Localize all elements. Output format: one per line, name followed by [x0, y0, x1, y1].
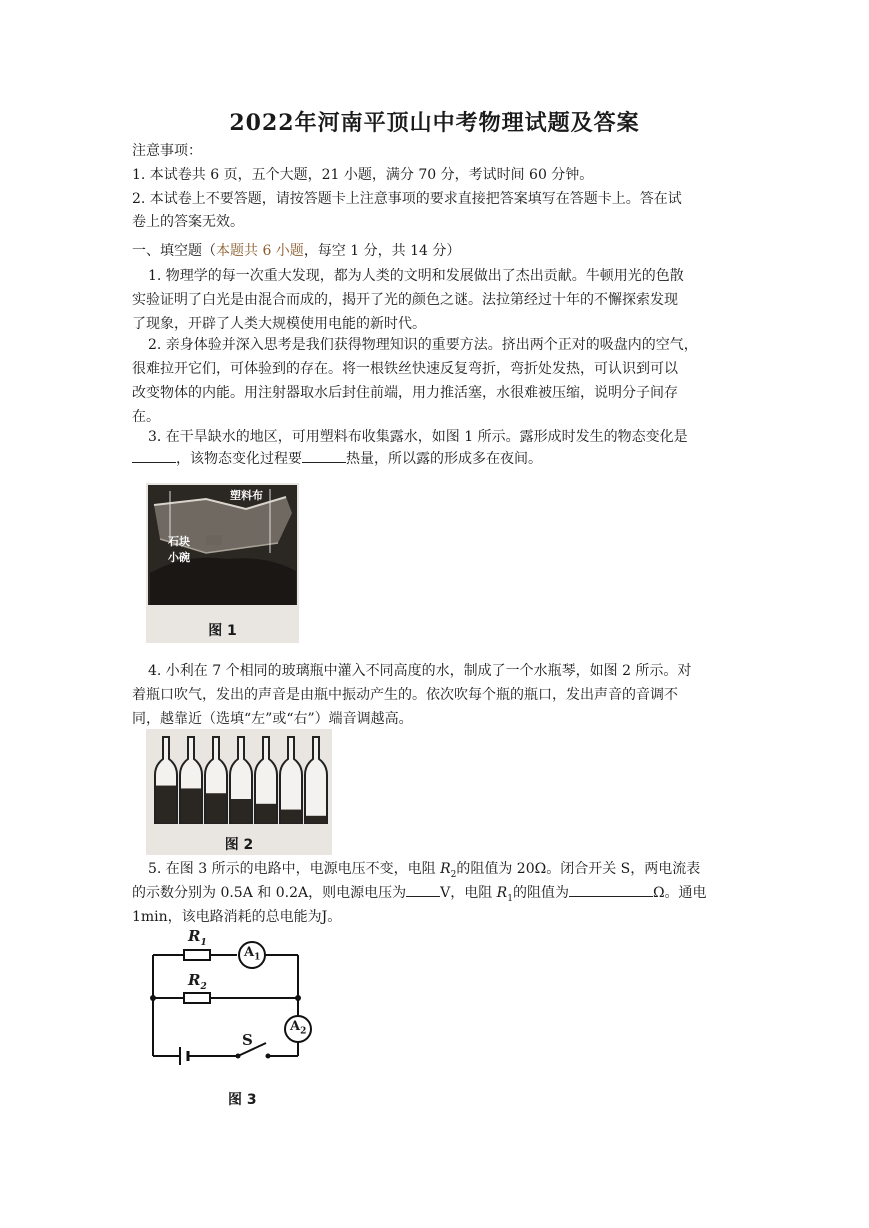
notice-item-2-line-1: 2. 本试卷上不要答题，请按答题卡上注意事项的要求直接把答案填写在答题卡上。答在试 — [132, 191, 682, 207]
bottle-4 — [230, 737, 252, 823]
q3-text-a: ，该物态变化过程要 — [176, 451, 302, 467]
q2-line-1: 2. 亲身体验并深入思考是我们获得物理知识的重要方法。挤出两个正对的吸盘内的空气， — [148, 337, 698, 353]
label-r1: $R_1$ — [188, 927, 207, 948]
figure-2 — [146, 729, 332, 855]
q2-line-4: 在。 — [132, 409, 160, 425]
water-level — [206, 793, 226, 823]
section-heading — [132, 240, 460, 260]
water-level — [156, 786, 176, 823]
q1-line-2: 实验证明了白光是由混合而成的，揭开了光的颜色之谜。法拉第经过十年的不懈探索发现 — [132, 292, 678, 308]
figure-2-bottles — [146, 729, 332, 829]
figure-3-caption: 图 3 — [228, 1092, 257, 1108]
q5-line-1: 5. 在图 3 所示的电路中，电源电压不变，电阻 $R_2$的阻值为 20Ω。闭合开关 S，两电流表 — [148, 861, 701, 880]
figure-2-caption: 图 2 — [224, 837, 254, 853]
bottle-5 — [255, 737, 277, 823]
q4-line-1: 4. 小利在 7 个相同的玻璃瓶中灌入不同高度的水，制成了一个水瓶琴，如图 2 所示。对 — [148, 663, 692, 679]
answer-blank — [569, 882, 653, 897]
bottle-2 — [180, 737, 202, 823]
water-level — [306, 816, 326, 823]
water-level — [231, 799, 251, 823]
section-suffix: ，每空 1 分，共 14 分） — [303, 243, 461, 259]
q4-line-3: 同，越靠近（选填“左”或“右”）端音调越高。 — [132, 711, 413, 727]
water-level — [256, 804, 276, 823]
label-a1: $A_1$ — [244, 945, 261, 963]
q4-line-2: 着瓶口吹气，发出的声音是由瓶中振动产生的。依次吹每个瓶的瓶口，发出声音的音调不 — [132, 687, 678, 703]
notice-item-1: 1. 本试卷共 6 页，五个大题，21 小题，满分 70 分，考试时间 60 分钟。 — [132, 167, 594, 183]
label-bowl: 小碗 — [168, 551, 190, 564]
figure-1 — [146, 483, 299, 643]
q3-line-1: 3. 在干旱缺水的地区，可用塑料布收集露水，如图 1 所示。露形成时发生的物态变化是 — [148, 429, 688, 445]
bottle-1 — [155, 737, 177, 823]
q2-line-2: 很难拉开它们，可体验到的存在。将一根铁丝快速反复弯折，弯折处发热，可认识到可以 — [132, 361, 678, 377]
answer-blank — [132, 448, 176, 463]
bottle-6 — [280, 737, 302, 823]
q5-line-3: 1min，该电路消耗的总电能为J。 — [132, 909, 342, 925]
bottle-7 — [305, 737, 327, 823]
figure-3 — [140, 925, 330, 1110]
answer-blank — [302, 448, 346, 463]
water-level — [181, 788, 201, 823]
label-a2: $A_2$ — [290, 1019, 307, 1037]
q1-line-1: 1. 物理学的每一次重大发现，都为人类的文明和发展做出了杰出贡献。牛顿用光的色散 — [148, 268, 684, 284]
q3-line-2 — [132, 448, 542, 468]
water-level — [281, 810, 301, 823]
answer-blank — [406, 882, 440, 897]
notice-item-2-line-2: 卷上的答案无效。 — [132, 214, 244, 230]
q2-line-3: 改变物体的内能。用注射器取水后封住前端，用力推活塞，水很难被压缩，说明分子间存 — [132, 385, 678, 401]
label-r2: $R_2$ — [188, 971, 207, 992]
figure-1-caption: 图 1 — [208, 623, 237, 639]
notice-heading: 注意事项： — [132, 143, 202, 159]
q1-line-3: 了现象，开辟了人类大规模使用电能的新时代。 — [132, 316, 426, 332]
bottle-3 — [205, 737, 227, 823]
section-count: 本题共 6 小题 — [216, 243, 304, 259]
label-stone: 石块 — [168, 535, 190, 548]
label-switch: S — [242, 1031, 253, 1049]
q3-text-b: 热量，所以露的形成多在夜间。 — [346, 451, 542, 467]
section-prefix: 一、填空题（ — [132, 243, 216, 259]
q5-line-2: 的示数分别为 0.5A 和 0.2A，则电源电压为 V，电阻 $R_1$的阻值为 Ω。通电 — [132, 882, 707, 904]
circuit-diagram — [140, 925, 330, 1075]
page-title: 2022年河南平顶山中考物理试题及答案 — [229, 110, 640, 136]
label-plastic: 塑料布 — [230, 489, 263, 502]
